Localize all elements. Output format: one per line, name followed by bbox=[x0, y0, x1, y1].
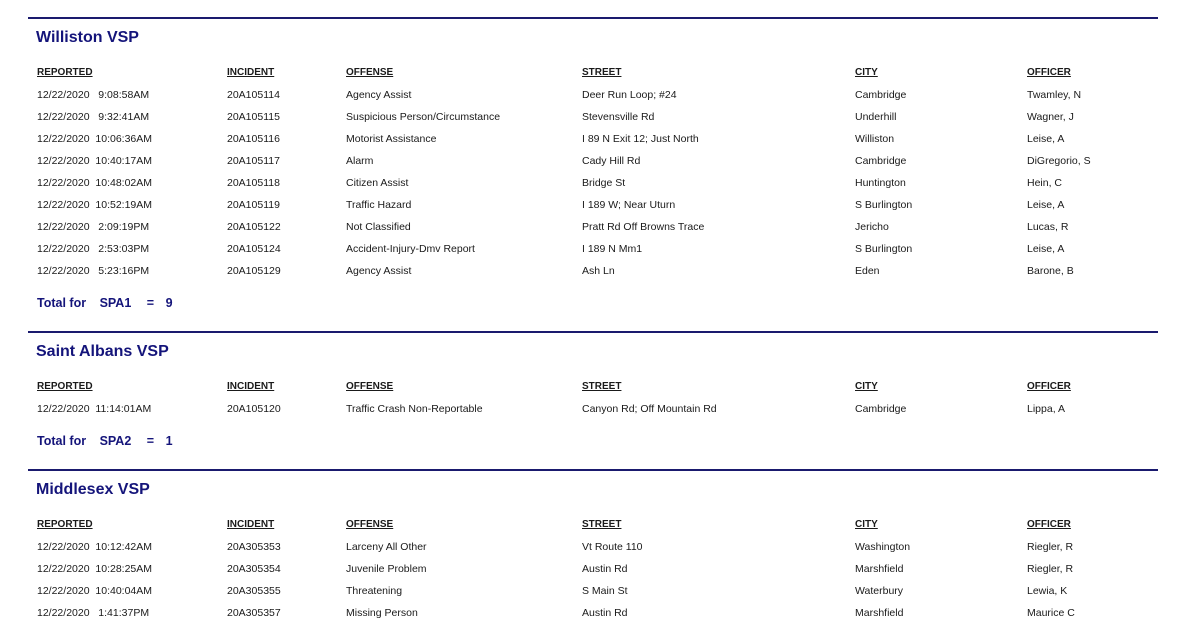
cell-offense: Not Classified bbox=[346, 221, 411, 233]
cell-street: Deer Run Loop; #24 bbox=[582, 89, 677, 101]
cell-street: S Main St bbox=[582, 585, 628, 597]
cell-street: Stevensville Rd bbox=[582, 111, 655, 123]
cell-offense: Agency Assist bbox=[346, 265, 412, 277]
cell-offense: Missing Person bbox=[346, 607, 418, 619]
column-header-street: STREET bbox=[582, 381, 622, 392]
cell-street: Canyon Rd; Off Mountain Rd bbox=[582, 403, 717, 415]
cell-officer: Lippa, A bbox=[1027, 403, 1065, 415]
cell-offense: Agency Assist bbox=[346, 89, 412, 101]
cell-reported: 12/22/2020 9:32:41AM bbox=[37, 111, 150, 123]
cell-offense: Juvenile Problem bbox=[346, 563, 427, 575]
section-title: Middlesex VSP bbox=[36, 481, 150, 498]
cell-street: Pratt Rd Off Browns Trace bbox=[582, 221, 705, 233]
column-header-city: CITY bbox=[855, 519, 878, 530]
cell-officer: Riegler, R bbox=[1027, 563, 1074, 575]
total-equals: = bbox=[146, 434, 155, 448]
cell-reported: 12/22/2020 2:53:03PM bbox=[37, 243, 150, 255]
section-title: Williston VSP bbox=[36, 29, 139, 46]
cell-street: Austin Rd bbox=[582, 563, 628, 575]
cell-reported: 12/22/2020 9:08:58AM bbox=[37, 89, 150, 101]
column-header-incident: INCIDENT bbox=[227, 67, 275, 78]
cell-street: Cady Hill Rd bbox=[582, 155, 641, 167]
table-row bbox=[28, 584, 1158, 606]
column-header-street: STREET bbox=[582, 67, 622, 78]
table-row bbox=[28, 220, 1158, 242]
cell-incident: 20A105122 bbox=[227, 221, 281, 233]
cell-officer: Twamley, N bbox=[1027, 89, 1082, 101]
column-header-reported: REPORTED bbox=[37, 381, 93, 392]
cell-incident: 20A105124 bbox=[227, 243, 281, 255]
cell-incident: 20A305353 bbox=[227, 541, 281, 553]
section-divider bbox=[28, 17, 1158, 19]
cell-officer: Wagner, J bbox=[1027, 111, 1074, 123]
total-code: SPA1 bbox=[99, 296, 132, 310]
table-row bbox=[28, 154, 1158, 176]
column-header-row bbox=[28, 518, 1158, 540]
cell-city: Eden bbox=[855, 265, 880, 277]
cell-officer: Maurice C bbox=[1027, 607, 1075, 619]
column-header-incident: INCIDENT bbox=[227, 381, 275, 392]
cell-incident: 20A105129 bbox=[227, 265, 281, 277]
cell-reported: 12/22/2020 11:14:01AM bbox=[37, 403, 152, 415]
column-header-offense: OFFENSE bbox=[346, 519, 394, 530]
table-row bbox=[28, 606, 1158, 628]
cell-city: Washington bbox=[855, 541, 911, 553]
cell-city: S Burlington bbox=[855, 199, 913, 211]
table-row bbox=[28, 176, 1158, 198]
cell-incident: 20A105117 bbox=[227, 155, 280, 167]
cell-city: Cambridge bbox=[855, 155, 907, 167]
cell-reported: 12/22/2020 10:40:17AM bbox=[37, 155, 153, 167]
column-header-reported: REPORTED bbox=[37, 67, 93, 78]
column-header-reported: REPORTED bbox=[37, 519, 93, 530]
column-header-row bbox=[28, 380, 1158, 402]
cell-city: Jericho bbox=[855, 221, 889, 233]
cell-city: Cambridge bbox=[855, 403, 907, 415]
cell-reported: 12/22/2020 1:41:37PM bbox=[37, 607, 150, 619]
total-count: 9 bbox=[165, 296, 173, 310]
cell-street: Bridge St bbox=[582, 177, 626, 189]
cell-street: I 189 N Mm1 bbox=[582, 243, 643, 255]
cell-offense: Suspicious Person/Circumstance bbox=[346, 111, 501, 123]
cell-incident: 20A305357 bbox=[227, 607, 281, 619]
cell-incident: 20A305355 bbox=[227, 585, 281, 597]
cell-offense: Larceny All Other bbox=[346, 541, 427, 553]
cell-incident: 20A305354 bbox=[227, 563, 281, 575]
cell-city: Huntington bbox=[855, 177, 906, 189]
cell-street: I 189 W; Near Uturn bbox=[582, 199, 676, 211]
cell-city: Marshfield bbox=[855, 563, 904, 575]
cell-incident: 20A105118 bbox=[227, 177, 280, 189]
cell-officer: Leise, A bbox=[1027, 133, 1065, 145]
column-header-city: CITY bbox=[855, 67, 878, 78]
cell-reported: 12/22/2020 10:06:36AM bbox=[37, 133, 153, 145]
section-middlesex bbox=[28, 469, 1158, 630]
cell-officer: Lucas, R bbox=[1027, 221, 1069, 233]
cell-street: Ash Ln bbox=[582, 265, 615, 277]
cell-officer: Riegler, R bbox=[1027, 541, 1074, 553]
section-title: Saint Albans VSP bbox=[36, 343, 169, 360]
cell-street: I 89 N Exit 12; Just North bbox=[582, 133, 699, 145]
cell-city: Waterbury bbox=[855, 585, 904, 597]
cell-reported: 12/22/2020 10:48:02AM bbox=[37, 177, 153, 189]
section-saint-albans bbox=[28, 331, 1158, 466]
table-row bbox=[28, 402, 1158, 424]
cell-city: Marshfield bbox=[855, 607, 904, 619]
total-code: SPA2 bbox=[99, 434, 132, 448]
cell-city: Williston bbox=[855, 133, 895, 145]
cell-reported: 12/22/2020 5:23:16PM bbox=[37, 265, 150, 277]
column-header-street: STREET bbox=[582, 519, 622, 530]
column-header-row bbox=[28, 66, 1158, 88]
cell-offense: Alarm bbox=[346, 155, 374, 167]
cell-city: Underhill bbox=[855, 111, 897, 123]
cell-reported: 12/22/2020 10:40:04AM bbox=[37, 585, 153, 597]
column-header-officer: OFFICER bbox=[1027, 519, 1071, 530]
table-row bbox=[28, 110, 1158, 132]
section-total bbox=[37, 296, 173, 310]
table-row bbox=[28, 132, 1158, 154]
column-header-offense: OFFENSE bbox=[346, 67, 394, 78]
column-header-offense: OFFENSE bbox=[346, 381, 394, 392]
cell-reported: 12/22/2020 10:52:19AM bbox=[37, 199, 153, 211]
cell-officer: DiGregorio, S bbox=[1027, 155, 1091, 167]
cell-street: Vt Route 110 bbox=[582, 541, 643, 553]
cell-officer: Barone, B bbox=[1027, 265, 1074, 277]
table-row bbox=[28, 198, 1158, 220]
section-williston bbox=[28, 17, 1158, 327]
cell-offense: Traffic Crash Non-Reportable bbox=[346, 403, 483, 415]
cell-incident: 20A105114 bbox=[227, 89, 280, 101]
cell-city: Cambridge bbox=[855, 89, 907, 101]
column-header-city: CITY bbox=[855, 381, 878, 392]
cell-offense: Threatening bbox=[346, 585, 403, 597]
cell-city: S Burlington bbox=[855, 243, 913, 255]
cell-offense: Motorist Assistance bbox=[346, 133, 437, 145]
table-row bbox=[28, 242, 1158, 264]
cell-incident: 20A105119 bbox=[227, 199, 280, 211]
column-header-officer: OFFICER bbox=[1027, 67, 1071, 78]
cell-officer: Leise, A bbox=[1027, 243, 1065, 255]
cell-officer: Leise, A bbox=[1027, 199, 1065, 211]
cell-incident: 20A105115 bbox=[227, 111, 280, 123]
cell-officer: Lewia, K bbox=[1027, 585, 1068, 597]
cell-officer: Hein, C bbox=[1027, 177, 1063, 189]
column-header-incident: INCIDENT bbox=[227, 519, 275, 530]
cell-offense: Citizen Assist bbox=[346, 177, 409, 189]
section-divider bbox=[28, 469, 1158, 471]
table-row bbox=[28, 88, 1158, 110]
cell-reported: 12/22/2020 10:12:42AM bbox=[37, 541, 153, 553]
cell-reported: 12/22/2020 10:28:25AM bbox=[37, 563, 153, 575]
cell-offense: Accident-Injury-Dmv Report bbox=[346, 243, 475, 255]
cell-reported: 12/22/2020 2:09:19PM bbox=[37, 221, 150, 233]
cell-offense: Traffic Hazard bbox=[346, 199, 412, 211]
cell-street: Austin Rd bbox=[582, 607, 628, 619]
cell-incident: 20A105116 bbox=[227, 133, 280, 145]
column-header-officer: OFFICER bbox=[1027, 381, 1071, 392]
section-divider bbox=[28, 331, 1158, 333]
cell-incident: 20A105120 bbox=[227, 403, 281, 415]
table-row bbox=[28, 264, 1158, 286]
total-label: Total for bbox=[37, 296, 87, 310]
table-row bbox=[28, 540, 1158, 562]
total-label: Total for bbox=[37, 434, 87, 448]
section-total bbox=[37, 434, 173, 448]
total-count: 1 bbox=[165, 434, 173, 448]
total-equals: = bbox=[146, 296, 155, 310]
table-row bbox=[28, 562, 1158, 584]
